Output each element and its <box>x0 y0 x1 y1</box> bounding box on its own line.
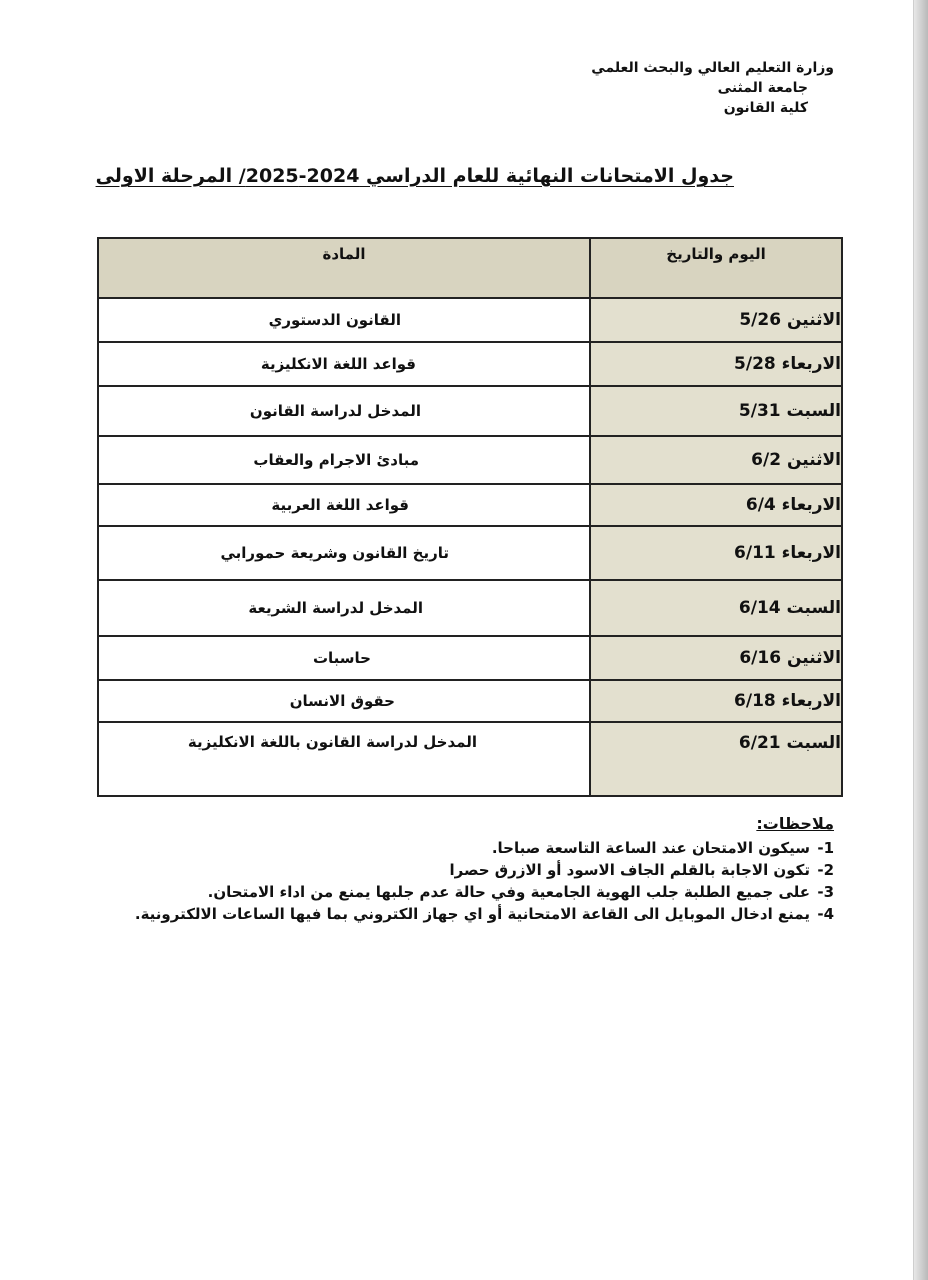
exam-day: الاثنين 6/2 <box>590 436 842 484</box>
exam-subject: القانون الدستوري <box>268 311 401 329</box>
document-header <box>591 58 834 118</box>
university-name: جامعة المثنى <box>717 80 808 96</box>
table-row <box>98 680 842 722</box>
exam-subject: حاسبات <box>312 649 371 667</box>
exam-subject: المدخل لدراسة القانون باللغة الانكليزية <box>187 733 477 751</box>
exam-day: الاربعاء 6/18 <box>590 680 842 722</box>
note-number: 1- <box>817 839 834 857</box>
exam-day: الاثنين 6/16 <box>590 636 842 680</box>
table-row <box>98 526 842 580</box>
note-number: 2- <box>817 861 834 879</box>
table-row <box>98 436 842 484</box>
column-header-day: اليوم والتاريخ <box>590 238 842 298</box>
exam-day: الاربعاء 6/11 <box>590 526 842 580</box>
note-item <box>135 837 834 859</box>
note-item <box>135 903 834 925</box>
table-row <box>98 386 842 436</box>
exam-subject: حقوق الانسان <box>289 692 395 710</box>
exam-day: الاربعاء 6/4 <box>590 484 842 526</box>
exam-day: الاثنين 5/26 <box>590 298 842 342</box>
exam-subject: تاريخ القانون وشريعة حمورابي <box>220 544 449 562</box>
exam-day: السبت 5/31 <box>590 386 842 436</box>
notes-section <box>135 813 834 925</box>
table-row <box>98 298 842 342</box>
note-text: تكون الاجابة بالقلم الجاف الاسود أو الازرق حصرا <box>449 861 810 879</box>
note-number: 3- <box>817 883 834 901</box>
table-row <box>98 636 842 680</box>
note-text: يمنع ادخال الموبايل الى القاعة الامتحانية أو اي جهاز الكتروني بما فيها الساعات الالكترونية. <box>134 905 810 923</box>
note-text: على جميع الطلبة جلب الهوية الجامعية وفي حالة عدم جلبها يمنع من اداء الامتحان. <box>207 883 810 901</box>
exam-schedule-table <box>97 237 843 797</box>
exam-subject: قواعد اللغة الانكليزية <box>260 355 416 373</box>
exam-day: الاربعاء 5/28 <box>590 342 842 386</box>
table-row <box>98 722 842 796</box>
note-item <box>135 881 834 903</box>
exam-day: السبت 6/14 <box>590 580 842 636</box>
page-edge <box>914 0 928 1280</box>
note-text: سيكون الامتحان عند الساعة التاسعة صباحا. <box>491 839 810 857</box>
college-name: كلية القانون <box>723 100 808 116</box>
note-number: 4- <box>817 905 834 923</box>
table-row <box>98 342 842 386</box>
table-header-row <box>98 238 842 298</box>
table-row <box>98 580 842 636</box>
column-header-subject: المادة <box>98 238 590 298</box>
notes-title: ملاحظات: <box>756 814 834 833</box>
exam-day: السبت 6/21 <box>590 722 842 796</box>
exam-subject: مبادئ الاجرام والعقاب <box>253 451 419 469</box>
exam-subject: المدخل لدراسة الشريعة <box>248 599 423 617</box>
ministry-name: وزارة التعليم العالي والبحث العلمي <box>591 60 834 76</box>
table-row <box>98 484 842 526</box>
exam-subject: قواعد اللغة العربية <box>271 496 409 514</box>
page-title: جدول الامتحانات النهائية للعام الدراسي 2024-2025/ المرحلة الاولى <box>95 165 734 187</box>
exam-subject: المدخل لدراسة القانون <box>249 402 421 420</box>
note-item <box>135 859 834 881</box>
